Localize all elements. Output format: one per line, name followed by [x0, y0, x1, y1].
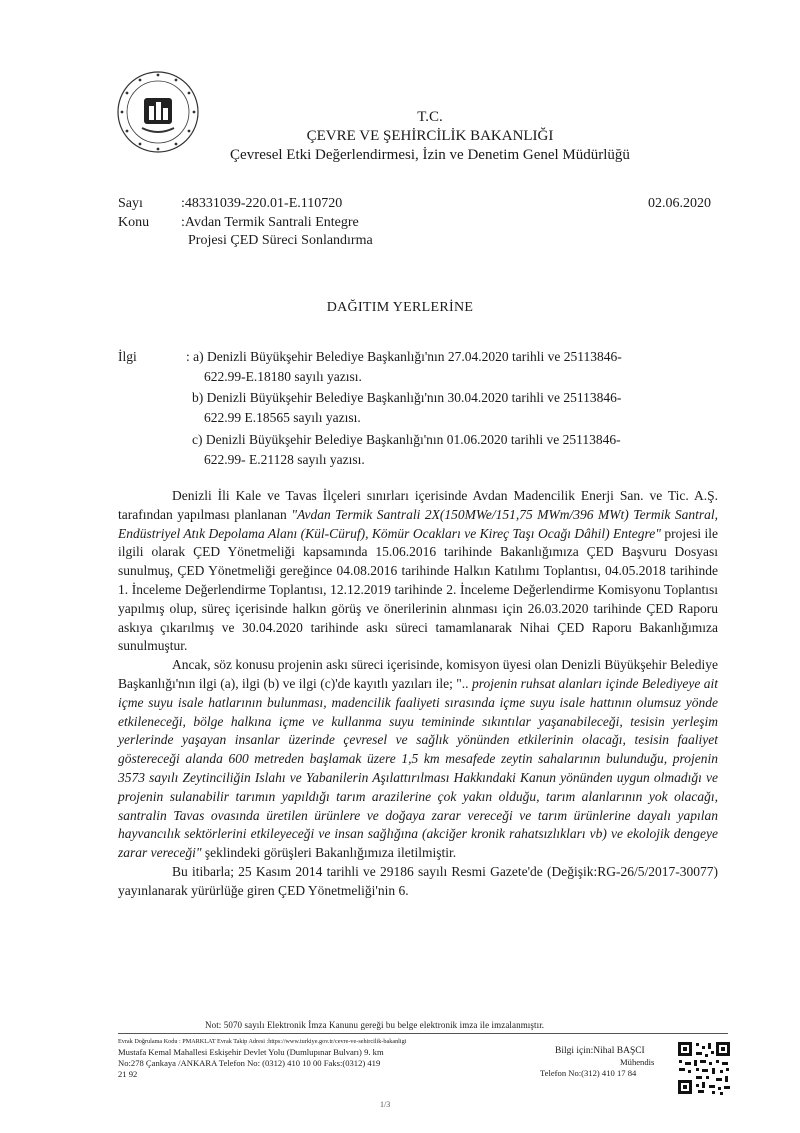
header-directorate: Çevresel Etki Değerlendirmesi, İzin ve Denetim Genel Müdürlüğü	[230, 147, 630, 163]
p1-text-a: Denizli İli Kale ve Tavas İlçeleri sınırları içerisinde Avdan Madencilik Enerji San. ve Tic. A.Ş. tarafından yapılması planlanan	[118, 488, 718, 522]
distribution-title: DAĞITIM YERLERİNE	[326, 300, 474, 315]
konu-label: Konu	[118, 215, 150, 230]
verification-code: Evrak Doğrulama Kodu : PMARKLAT Evrak Takip Adresi :https://www.turkiye.gov.tr/cevre-ve-sehircilik-bakanligi	[118, 1038, 407, 1045]
address-line1: Mustafa Kemal Mahallesi Eskişehir Devlet Yolu (Dumlupınar Bulvarı) 9. km	[118, 1047, 384, 1057]
footer-divider	[118, 1033, 728, 1034]
konu-line1: :Avdan Termik Santrali Entegre	[181, 215, 359, 230]
ilgi-b-line2: 622.99 E.18565 sayılı yazısı.	[204, 410, 361, 425]
ilgi-b-line1: b) Denizli Büyükşehir Belediye Başkanlığı'nın 30.04.2020 tarihli ve 25113846-	[192, 390, 622, 405]
paragraph-1	[118, 487, 718, 656]
paragraph-3: Bu itibarla; 25 Kasım 2014 tarihli ve 29186 sayılı Resmi Gazete'de (Değişik:RG-26/5/2017-30077) yayınlanarak yürürlüğe giren ÇED Yönetmeliği'nin 6.	[118, 863, 718, 898]
header-tc: T.C.	[417, 109, 443, 125]
contact-phone: Telefon No:(312) 410 17 84	[540, 1068, 637, 1078]
address-line2: No:278 Çankaya /ANKARA Telefon No: (0312) 410 10 00 Faks:(0312) 419	[118, 1058, 381, 1068]
ilgi-a-line2: 622.99-E.18180 sayılı yazısı.	[204, 369, 362, 384]
letter-body	[118, 487, 718, 901]
ilgi-a-line1: : a) Denizli Büyükşehir Belediye Başkanlığı'nın 27.04.2020 tarihli ve 25113846-	[186, 349, 622, 364]
contact-name: Bilgi için:Nihal BAŞCI	[555, 1046, 645, 1056]
ilgi-c-line2: 622.99- E.21128 sayılı yazısı.	[204, 452, 365, 467]
page-number: 1/3	[380, 1100, 391, 1109]
e-signature-note: Not: 5070 sayılı Elektronik İmza Kanunu gereği bu belge elektronik imza ile imzalanmıştır.	[205, 1020, 545, 1030]
p2-quoted-opinion: projenin ruhsat alanları içinde Belediyeye ait içme suyu isale hatlarının bulunması, madencilik faaliyeti sırasında içme suyu isale hattının olumsuz yönde etkileneceği, bölge halkına içme ve kullanma suyu temininde sıkıntılar yaşanabileceği, tesisin yerleşim yerlerinde yaşayan insanlar üzerinde çevresel ve sağlık yönünden etkilerinin olacağı, tesisin faaliyet göstereceği alanda 600 metreden başlamak üzere 1,5 km mesafede zeytin sahalarının bulunduğu, projenin 3573 sayılı Zeytinciliğin Islahı ve Yabanilerin Aşılattırılması Hakkındaki Kanun yönünden uygun olmadığı ve projenin sulanabilir tarımın yapıldığı tarım arazilerine çok yakın olduğu, tarım alanlarının yok olacağı, santralin Tavas ovasında üretilen ürünlere ve doğaya zarar vereceği ve tarım ürünlerine dayalı yapılan hayvancılık sektörlerini etkileyeceği ve insan sağlığına (akciğer kronik rahatsızlıkları vb) ve ekolojik dengeye zarar vereceği"	[118, 675, 718, 861]
p1-text-b: projesi ile ilgili olarak ÇED Yönetmeliği kapsamında 15.06.2016 tarihinde Bakanlığımıza ÇED Başvuru Dosyası sunulmuş, ÇED Yönetmeliği gereğince 04.08.2016 tarihinde Halkın Katılımı Toplantısı, 04.05.2018 tarihinde 1. İnceleme Değerlendirme Toplantısı, 12.12.2019 tarihinde 2. İnceleme Değerlendirme Komisyonu Toplantısı yapılmış olup, süreç içerisinde halkın görüş ve önerilerinin alınması için 26.03.2020 tarihinde ÇED Raporu askıya çıkarılmış ve 30.04.2020 tarihinde askı süreci tamamlanarak Nihai ÇED Raporu Bakanlığımıza sunulmuştur.	[118, 525, 718, 654]
paragraph-2	[118, 656, 718, 863]
sayi-label: Sayı	[118, 196, 143, 211]
document-date: 02.06.2020	[648, 196, 711, 211]
qr-code-icon	[676, 1040, 732, 1096]
header-ministry: ÇEVRE VE ŞEHİRCİLİK BAKANLIĞI	[306, 128, 554, 144]
address-line3: 21 92	[118, 1069, 138, 1079]
contact-title: Mühendis	[620, 1057, 655, 1067]
p2-text-a: Ancak, söz konusu projenin askı süreci içerisinde, komisyon üyesi olan Denizli Büyükşehir Belediye Başkanlığı'nın ilgi (a), ilgi (b) ve ilgi (c)'de kayıtlı yazıları ile; "..	[118, 657, 718, 691]
ilgi-c-line1: c) Denizli Büyükşehir Belediye Başkanlığı'nın 01.06.2020 tarihli ve 25113846-	[192, 432, 621, 447]
konu-line2: Projesi ÇED Süreci Sonlandırma	[188, 233, 373, 248]
p2-text-b: şeklindeki görüşleri Bakanlığımıza iletilmiştir.	[201, 845, 457, 861]
ilgi-label: İlgi	[118, 349, 137, 364]
sayi-value: :48331039-220.01-E.110720	[181, 196, 343, 211]
p1-project-name: "Avdan Termik Santrali 2X(150MWe/151,75 MWm/396 MWt) Termik Santral, Endüstriyel Atık Depolama Alanı (Kül-Cüruf), Kömür Ocakları ve Kireç Taşı Ocağı Dâhil) Entegre"	[118, 506, 718, 541]
